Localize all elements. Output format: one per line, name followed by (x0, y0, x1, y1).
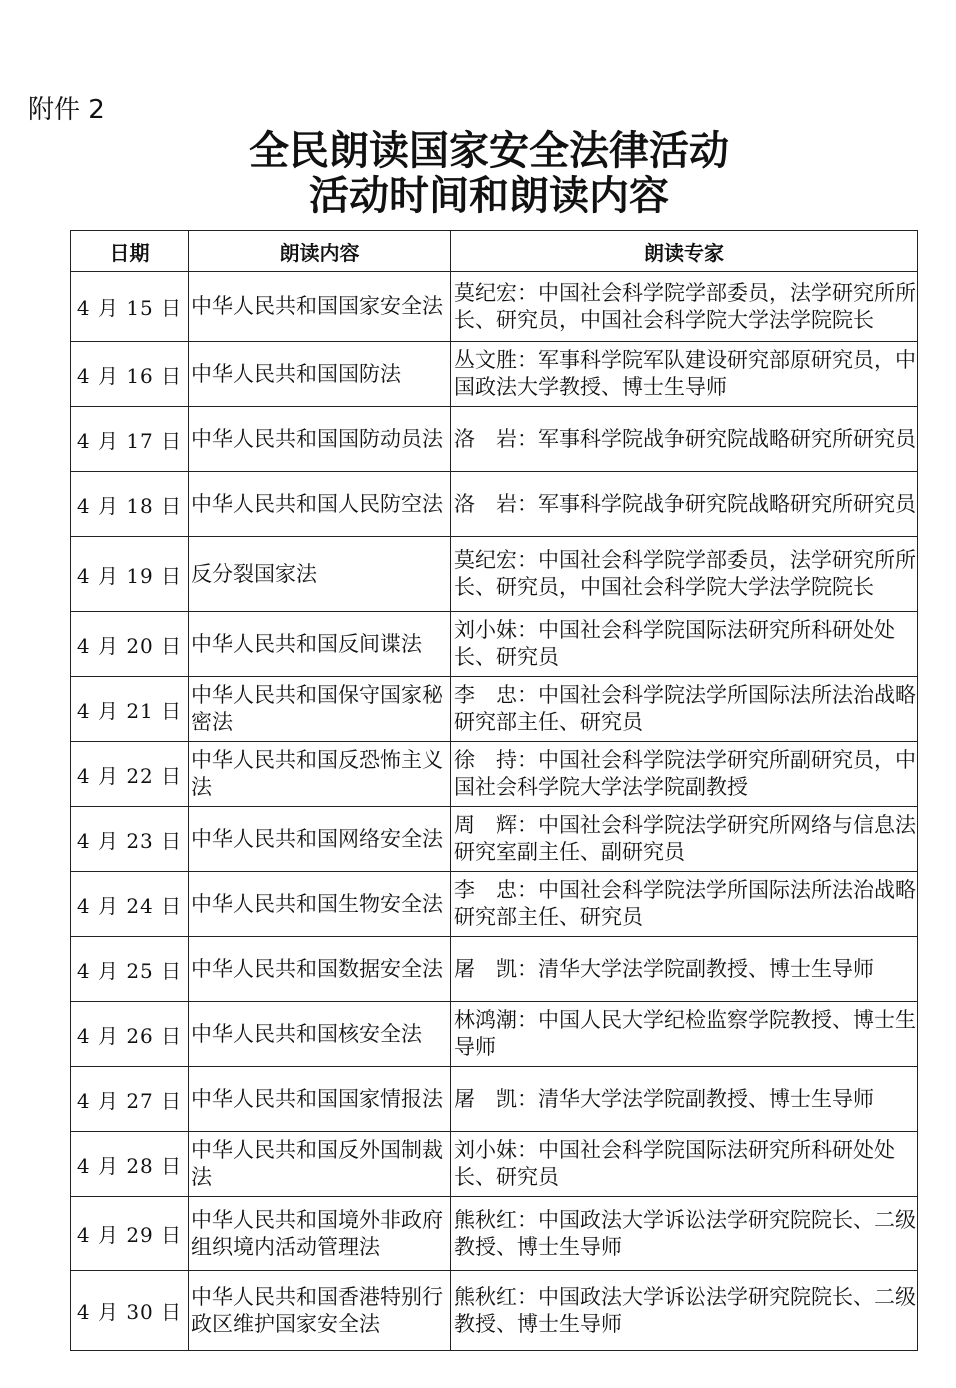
table-row (71, 537, 918, 612)
row-content (189, 272, 451, 342)
expert-description: 莫纪宏：中国社会科学院学部委员，法学研究所所长、研究员，中国社会科学院大学法学院院长 (454, 548, 916, 599)
row-content (189, 742, 451, 807)
attachment-label: 附件 2 (28, 95, 105, 125)
row-date: 4 月 23 日 (71, 807, 189, 872)
row-date: 4 月 20 日 (71, 612, 189, 677)
law-title: 中华人民共和国国家安全法 (191, 294, 443, 318)
expert-description: 林鸿潮：中国人民大学纪检监察学院教授、博士生导师 (454, 1008, 916, 1059)
row-content (189, 407, 451, 472)
row-expert (451, 1002, 918, 1067)
table-row (71, 1271, 918, 1351)
schedule-table (70, 230, 918, 1351)
row-date: 4 月 18 日 (71, 472, 189, 537)
law-title: 反分裂国家法 (191, 561, 317, 586)
row-date: 4 月 30 日 (71, 1271, 189, 1351)
row-content (189, 937, 451, 1002)
document-subtitle: 活动时间和朗读内容 (309, 173, 669, 219)
row-expert (451, 742, 918, 807)
header-content: 朗读内容 (189, 231, 451, 272)
row-expert (451, 342, 918, 407)
document-title: 全民朗读国家安全法律活动 (249, 128, 729, 174)
law-title: 中华人民共和国反外国制裁法 (191, 1138, 443, 1189)
row-expert (451, 677, 918, 742)
table-body (71, 272, 918, 1351)
law-title: 中华人民共和国国家情报法 (191, 1086, 443, 1111)
table-row (71, 1067, 918, 1132)
table-row (71, 677, 918, 742)
table-row (71, 407, 918, 472)
row-expert (451, 612, 918, 677)
row-expert (451, 1067, 918, 1132)
row-expert (451, 537, 918, 612)
row-expert (451, 1197, 918, 1271)
row-content (189, 612, 451, 677)
expert-description: 刘小妹：中国社会科学院国际法研究所科研处处长、研究员 (454, 618, 895, 669)
table-row (71, 807, 918, 872)
expert-description: 李 忠：中国社会科学院法学所国际法所法治战略研究部主任、研究员 (454, 878, 916, 929)
table-row (71, 1132, 918, 1197)
row-content (189, 1067, 451, 1132)
row-expert (451, 872, 918, 937)
expert-description: 屠 凯：清华大学法学院副教授、博士生导师 (454, 1086, 874, 1111)
row-date: 4 月 28 日 (71, 1132, 189, 1197)
law-title: 中华人民共和国反恐怖主义法 (191, 748, 443, 799)
expert-description: 李 忠：中国社会科学院法学所国际法所法治战略研究部主任、研究员 (454, 683, 916, 734)
row-expert (451, 1132, 918, 1197)
row-expert (451, 407, 918, 472)
table-row (71, 872, 918, 937)
header-date: 日期 (71, 231, 189, 272)
law-title: 中华人民共和国香港特别行政区维护国家安全法 (191, 1284, 443, 1336)
row-date: 4 月 29 日 (71, 1197, 189, 1271)
row-content (189, 537, 451, 612)
expert-description: 洛 岩：军事科学院战争研究院战略研究所研究员 (454, 426, 916, 451)
row-date: 4 月 25 日 (71, 937, 189, 1002)
row-date: 4 月 21 日 (71, 677, 189, 742)
row-expert (451, 1271, 918, 1351)
law-title: 中华人民共和国境外非政府组织境内活动管理法 (191, 1207, 443, 1259)
row-content (189, 472, 451, 537)
row-date: 4 月 15 日 (71, 272, 189, 342)
expert-description: 丛文胜：军事科学院军队建设研究部原研究员，中国政法大学教授、博士生导师 (454, 348, 916, 399)
expert-description: 徐 持：中国社会科学院法学研究所副研究员，中国社会科学院大学法学院副教授 (454, 748, 916, 799)
row-expert (451, 472, 918, 537)
table-row (71, 472, 918, 537)
law-title: 中华人民共和国反间谍法 (191, 631, 422, 656)
law-title: 中华人民共和国生物安全法 (191, 891, 443, 916)
row-date: 4 月 27 日 (71, 1067, 189, 1132)
table-row (71, 937, 918, 1002)
row-expert (451, 272, 918, 342)
row-content (189, 342, 451, 407)
law-title: 中华人民共和国国防法 (191, 361, 401, 386)
row-content (189, 872, 451, 937)
law-title: 中华人民共和国国防动员法 (191, 426, 443, 451)
row-content (189, 1271, 451, 1351)
law-title: 中华人民共和国网络安全法 (191, 826, 443, 851)
row-date: 4 月 26 日 (71, 1002, 189, 1067)
row-date: 4 月 17 日 (71, 407, 189, 472)
expert-description: 周 辉：中国社会科学院法学研究所网络与信息法研究室副主任、副研究员 (454, 813, 916, 864)
header-expert: 朗读专家 (451, 231, 918, 272)
law-title: 中华人民共和国保守国家秘密法 (191, 683, 443, 734)
table-row (71, 742, 918, 807)
expert-description: 刘小妹：中国社会科学院国际法研究所科研处处长、研究员 (454, 1138, 895, 1189)
law-title: 中华人民共和国核安全法 (191, 1021, 422, 1046)
row-date: 4 月 19 日 (71, 537, 189, 612)
row-date: 4 月 16 日 (71, 342, 189, 407)
row-content (189, 1132, 451, 1197)
law-title: 中华人民共和国数据安全法 (191, 956, 443, 981)
expert-description: 莫纪宏：中国社会科学院学部委员，法学研究所所长、研究员，中国社会科学院大学法学院院长 (454, 280, 916, 332)
expert-description: 熊秋红：中国政法大学诉讼法学研究院院长、二级教授、博士生导师 (454, 1284, 916, 1336)
expert-description: 熊秋红：中国政法大学诉讼法学研究院院长、二级教授、博士生导师 (454, 1207, 916, 1259)
table-header-row (71, 231, 918, 272)
row-content (189, 807, 451, 872)
table-row (71, 1197, 918, 1271)
row-content (189, 1002, 451, 1067)
expert-description: 屠 凯：清华大学法学院副教授、博士生导师 (454, 956, 874, 981)
row-expert (451, 807, 918, 872)
table-row (71, 1002, 918, 1067)
row-date: 4 月 24 日 (71, 872, 189, 937)
table-row (71, 272, 918, 342)
row-content (189, 1197, 451, 1271)
law-title: 中华人民共和国人民防空法 (191, 491, 443, 516)
table-row (71, 342, 918, 407)
row-date: 4 月 22 日 (71, 742, 189, 807)
row-content (189, 677, 451, 742)
expert-description: 洛 岩：军事科学院战争研究院战略研究所研究员 (454, 491, 916, 516)
table-row (71, 612, 918, 677)
row-expert (451, 937, 918, 1002)
